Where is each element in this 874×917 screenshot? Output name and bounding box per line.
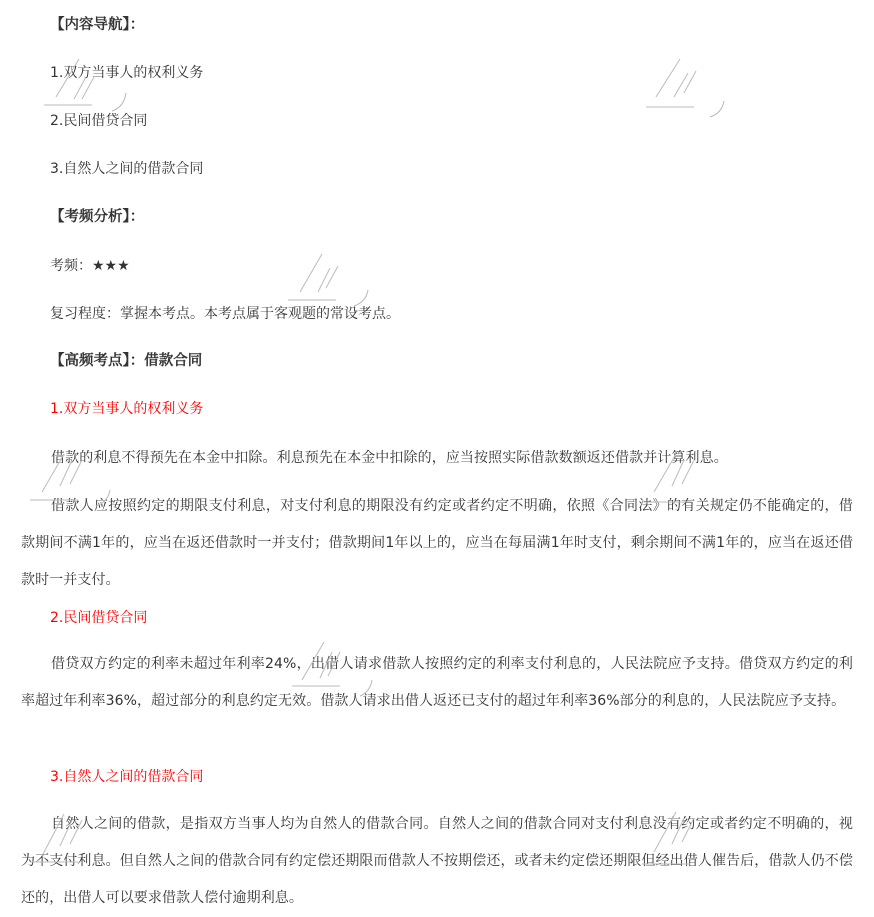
section-title-3: 3.自然人之间的借款合同 (50, 769, 204, 785)
section-1-paragraph-1: 借款的利息不得预先在本金中扣除。利息预先在本金中扣除的，应当按照实际借款数额返还借款并计算利息。 (51, 450, 728, 466)
review-level: 复习程度：掌握本考点。本考点属于客观题的常设考点。 (50, 306, 400, 322)
nav-item-1: 1.双方当事人的权利义务 (50, 65, 204, 81)
nav-item-3: 3.自然人之间的借款合同 (50, 161, 204, 177)
section-3-paragraph-1: 自然人之间的借款，是指双方当事人均为自然人的借款合同。自然人之间的借款合同对支付利息没有约定或者约定不明确的，视为不支付利息。但自然人之间的借款合同有约定偿还期限而借款人不按期偿还，或者未约定偿还期限但经出借人催告后，借款人仍不偿还的，出借人可以要求借款人偿付逾期利息。 (21, 816, 853, 906)
section-2-paragraph-1: 借贷双方约定的利率未超过年利率24%，出借人请求借款人按照约定的利率支付利息的，人民法院应予支持。借贷双方约定的利率超过年利率36%，超过部分的利息约定无效。借款人请求出借人返还已支付的超过年利率36%部分的利息的，人民法院应予支持。 (21, 656, 853, 709)
frequency-rating: 考频：★★★ (50, 258, 130, 274)
section-1-paragraph-2: 借款人应按照约定的期限支付利息，对支付利息的期限没有约定或者约定不明确，依照《合同法》的有关规定仍不能确定的，借款期间不满1年的，应当在返还借款时一并支付；借款期间1年以上的，应当在每届满1年时支付，剩余期间不满1年的，应当在返还借款时一并支付。 (21, 498, 853, 588)
section-title-2: 2.民间借贷合同 (50, 610, 148, 626)
key-point-heading: 【高频考点】：借款合同 (50, 353, 203, 369)
watermark-icon (644, 55, 734, 120)
analysis-heading: 【考频分析】： (50, 209, 145, 225)
nav-item-2: 2.民间借贷合同 (50, 113, 148, 129)
section-title-1: 1.双方当事人的权利义务 (50, 401, 204, 417)
nav-heading: 【内容导航】： (50, 17, 145, 33)
